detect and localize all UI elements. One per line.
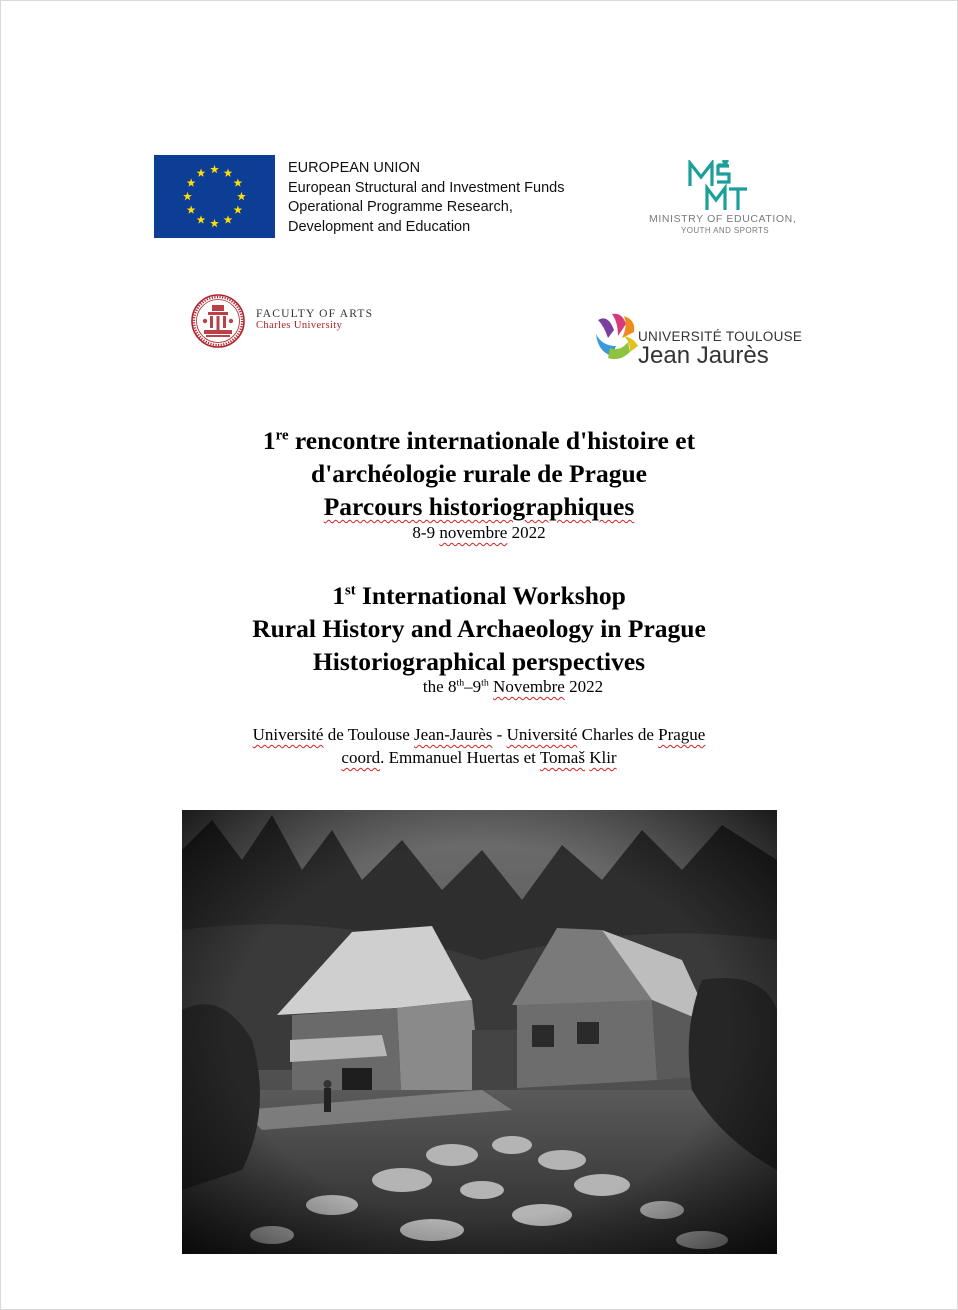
french-date-year: 2022 <box>507 523 546 542</box>
eu-line-3: Operational Programme Research, <box>288 199 513 215</box>
eu-line-1: EUROPEAN UNION <box>288 160 421 176</box>
french-ordinal-suffix: re <box>275 427 289 444</box>
faculty-line-1: FACULTY OF ARTS <box>256 308 374 320</box>
french-ordinal: 1 <box>262 426 276 455</box>
universite-toulouse-logo <box>594 312 824 370</box>
toulouse-line-2: Jean Jaurès <box>638 342 769 369</box>
ministry-line-2: YOUTH AND SPORTS <box>681 226 770 235</box>
credit-text-1: de Toulouse <box>323 725 415 744</box>
english-title-line-1-text: International Workshop <box>355 581 626 610</box>
eu-star-icon <box>224 169 233 177</box>
organizers-line-1 <box>0 723 958 746</box>
french-date <box>0 523 958 543</box>
eu-star-icon <box>224 215 233 223</box>
credit-text-3: Charles de <box>577 725 659 744</box>
french-title-line-1 <box>0 424 958 457</box>
eu-star-icon <box>187 178 196 186</box>
english-date-end: –9 <box>464 677 482 696</box>
eu-logo-text <box>288 159 564 237</box>
english-title-line-2: Rural History and Archaeology in Prague <box>252 614 706 643</box>
ministry-line-1: MINISTRY OF EDUCATION, <box>649 213 797 225</box>
english-date-sup-1: th <box>456 677 465 689</box>
credit-word-6: Tomaš <box>539 748 585 767</box>
eu-star-icon <box>197 169 206 177</box>
english-ordinal-suffix: st <box>344 582 356 599</box>
msmt-monogram-icon <box>645 160 815 214</box>
french-title-line-2: d'archéologie rurale de Prague <box>311 459 647 488</box>
english-date-month: Novembre <box>493 677 565 696</box>
toulouse-swirl-icon <box>594 312 640 364</box>
english-date-year: 2022 <box>564 677 604 696</box>
eu-star-icon <box>210 165 219 173</box>
credit-word-7: Klir <box>589 748 617 767</box>
credit-text-4: . Emmanuel Huertas et <box>380 748 540 767</box>
historic-mill-photograph <box>182 810 777 1254</box>
english-title <box>0 579 958 678</box>
french-title <box>0 424 958 523</box>
credit-text-2: - <box>492 725 507 744</box>
eu-star-icon <box>183 192 192 200</box>
french-title-line-3-text: Parcours historiographiques <box>323 492 635 521</box>
credit-word-5: coord <box>341 748 381 767</box>
ministry-text <box>649 214 819 236</box>
credit-word-4: Prague <box>658 725 706 744</box>
french-title-line-1-text: rencontre internationale d'histoire et <box>288 426 696 455</box>
eu-logo <box>154 155 604 239</box>
english-date <box>0 677 958 697</box>
eu-star-icon <box>234 178 243 186</box>
toulouse-line-1: UNIVERSITÉ TOULOUSE <box>638 329 803 344</box>
faculty-of-arts-logo <box>190 293 430 353</box>
eu-star-icon <box>197 215 206 223</box>
eu-star-icon <box>234 205 243 213</box>
eu-star-icon <box>187 205 196 213</box>
credit-word-3: Université <box>506 725 578 744</box>
eu-line-4: Development and Education <box>288 218 471 235</box>
ministry-logo <box>645 160 815 240</box>
eu-flag-icon <box>154 155 275 238</box>
organizers <box>0 723 958 769</box>
eu-star-icon <box>237 192 246 200</box>
english-title-line-1 <box>0 579 958 612</box>
french-title-line-3 <box>0 490 958 523</box>
faculty-line-2: Charles University <box>256 320 343 331</box>
credit-word-2: Jean-Jaurès <box>414 725 493 744</box>
english-date-start: the 8 <box>422 677 457 696</box>
organizers-line-2 <box>0 746 958 769</box>
charles-university-seal-icon <box>190 293 246 349</box>
french-date-days: 8-9 <box>412 523 440 542</box>
eu-line-2: European Structural and Investment Funds <box>288 179 565 196</box>
eu-star-icon <box>210 219 219 227</box>
english-title-line-3: Historiographical perspectives <box>312 647 646 676</box>
credit-word-1: Université <box>252 725 324 744</box>
english-date-sup-2: th <box>481 677 489 689</box>
french-date-month: novembre <box>439 523 508 542</box>
english-ordinal: 1 <box>332 581 345 610</box>
